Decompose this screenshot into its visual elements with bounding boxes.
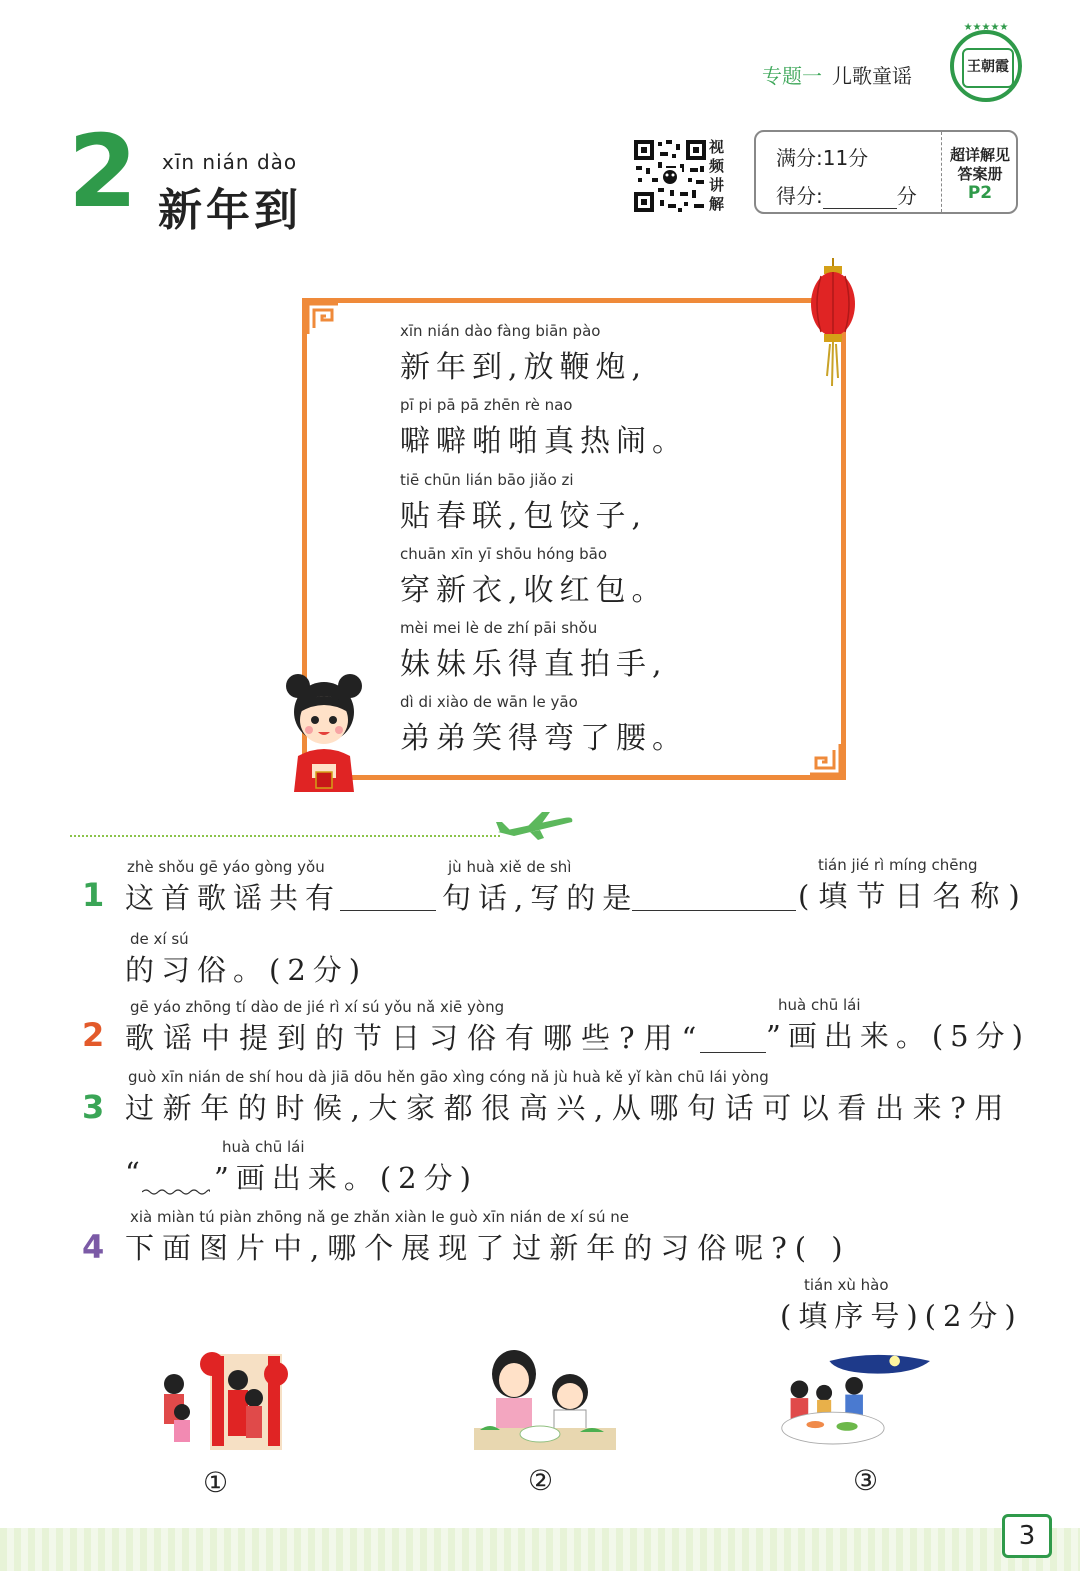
section-number: 专题一	[762, 64, 822, 88]
question-2-text: 歌谣中提到的节日习俗有哪些?用“	[125, 1021, 706, 1055]
score-earned-label: 得分:	[776, 184, 823, 208]
question-1-pinyin: jù huà xiě de shì	[448, 858, 572, 876]
lesson-title: 新年到	[158, 185, 302, 236]
picture-2-dumplings[interactable]	[470, 1344, 620, 1454]
picture-2-label: ②	[528, 1464, 554, 1497]
footer-band	[0, 1528, 1080, 1571]
picture-1-label: ①	[203, 1466, 229, 1499]
question-1-blank-festival[interactable]	[632, 884, 796, 911]
question-1-pinyin: de xí sú	[130, 930, 189, 948]
answer-reference: 超详解见 答案册 P2	[946, 146, 1014, 203]
lesson-number: 2	[68, 113, 138, 230]
question-3-text: “	[125, 1156, 147, 1190]
lesson-title-pinyin: xīn nián dào	[162, 150, 298, 174]
question-3-text: ”画出来。(2分)	[214, 1161, 478, 1195]
poem-line: mèi mei lè de zhí pāi shǒu 妹妹乐得直拍手,	[400, 619, 668, 682]
question-1-text: 的习俗。(2分)	[125, 953, 368, 987]
question-2-blank-line[interactable]	[700, 1026, 766, 1053]
question-3-text: 过新年的时候,大家都很高兴,从哪句话可以看出来?用	[125, 1091, 1012, 1125]
score-divider	[941, 132, 942, 212]
question-4-pinyin: tián xù hào	[804, 1276, 889, 1294]
poem-line: tiē chūn lián bāo jiǎo zi 贴春联,包饺子,	[400, 471, 648, 534]
question-1-blank-sentences[interactable]	[340, 884, 436, 911]
question-4-text: 下面图片中,哪个展现了过新年的习俗呢?( )	[125, 1231, 851, 1265]
wavy-line-icon[interactable]	[142, 1188, 210, 1196]
picture-3-label: ③	[853, 1464, 879, 1497]
question-1-number: 1	[82, 876, 105, 914]
girl-illustration	[282, 668, 366, 796]
brand-logo-text: 王朝霞	[962, 48, 1014, 88]
poem-line: dì di xiào de wān le yāo 弟弟笑得弯了腰。	[400, 693, 688, 756]
qr-code-icon[interactable]	[632, 138, 708, 214]
question-4-text: (填序号)(2分)	[780, 1299, 1023, 1333]
question-1-pinyin: zhè shǒu gē yáo gòng yǒu	[127, 858, 325, 876]
question-3-pinyin: huà chū lái	[222, 1138, 305, 1156]
question-1-text: 句话,写的是	[442, 881, 639, 915]
question-1-text: 这首歌谣共有	[125, 881, 342, 915]
question-2-number: 2	[82, 1016, 105, 1054]
question-4-pinyin: xià miàn tú piàn zhōng nǎ ge zhǎn xiàn le guò xīn nián de xí sú ne	[130, 1208, 630, 1226]
question-1-text: (填节日名称)	[798, 879, 1029, 913]
picture-1-couplets[interactable]	[150, 1344, 300, 1454]
question-3-pinyin: guò xīn nián de shí hou dà jiā dōu hěn gāo xìng cóng nǎ jù huà kě yǐ kàn chū lái yòng	[128, 1068, 769, 1086]
question-2-text: ”画出来。(5分)	[766, 1019, 1030, 1053]
poem-line: pī pi pā pā zhēn rè nao 噼噼啪啪真热闹。	[400, 396, 688, 459]
poem-line: xīn nián dào fàng biān pào 新年到,放鞭炮,	[400, 322, 648, 385]
stars-icon: ★★★★★	[963, 22, 1009, 33]
section-label	[762, 60, 912, 89]
picture-3-reunion-dinner[interactable]	[780, 1344, 930, 1454]
answer-page: P2	[967, 183, 993, 203]
score-earned	[776, 180, 917, 209]
red-lantern-icon	[808, 258, 858, 388]
question-1-pinyin: tián jié rì míng chēng	[818, 856, 978, 874]
poem-line: chuān xīn yī shōu hóng bāo 穿新衣,收红包。	[400, 545, 668, 608]
frame-corner-ornament-icon	[808, 742, 842, 776]
section-divider	[70, 835, 500, 837]
frame-corner-ornament-icon	[306, 302, 340, 336]
airplane-icon	[494, 808, 576, 842]
question-2-pinyin: huà chū lái	[778, 996, 861, 1014]
score-blank[interactable]	[823, 184, 897, 209]
score-unit: 分	[896, 184, 917, 208]
question-4-number: 4	[82, 1228, 105, 1266]
question-2-pinyin: gē yáo zhōng tí dào de jié rì xí sú yǒu nǎ xiē yòng	[130, 998, 505, 1016]
question-3-number: 3	[82, 1088, 105, 1126]
full-score: 满分:11分	[776, 146, 869, 170]
section-name: 儿歌童谣	[832, 64, 912, 88]
brand-logo	[950, 22, 1022, 102]
page-number: 3	[1002, 1514, 1052, 1558]
video-explanation-label: 视 频 讲 解	[709, 138, 725, 213]
